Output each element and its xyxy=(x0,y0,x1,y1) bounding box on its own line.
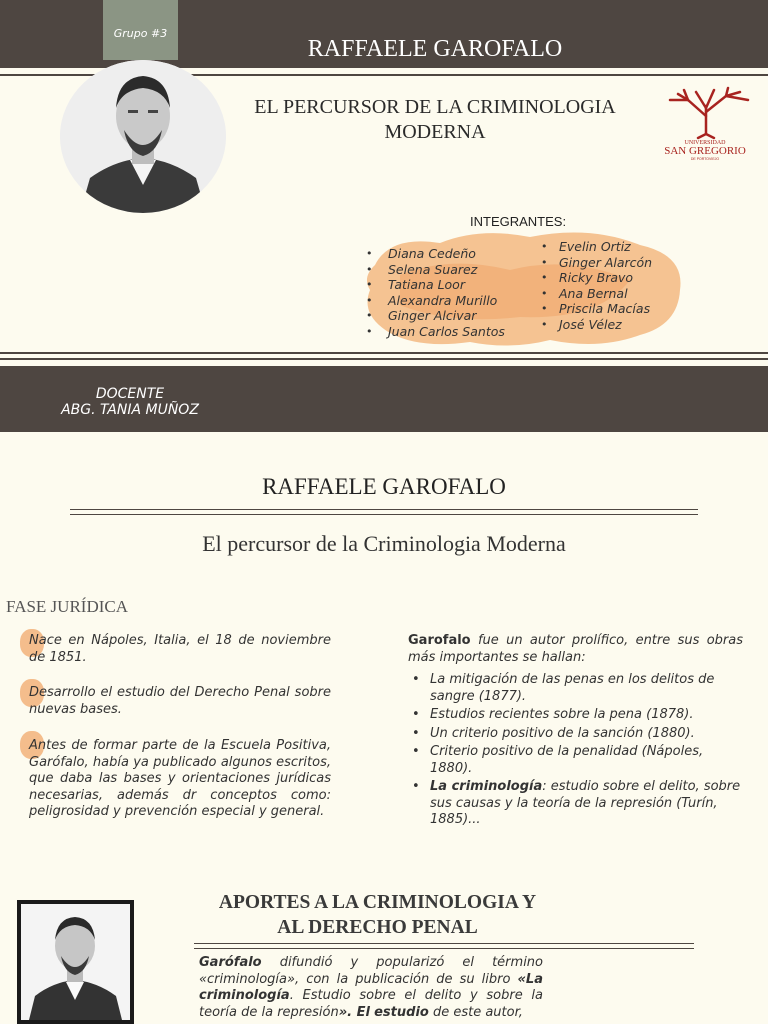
list-item: • Priscila Macías xyxy=(541,301,691,317)
fase-item-1: Nace en Nápoles, Italia, el 18 de noviembre de 1851. xyxy=(29,633,331,665)
section-subtitle: El percursor de la Criminologia Moderna xyxy=(202,531,566,556)
list-item: • José Vélez xyxy=(541,317,691,333)
divider xyxy=(194,943,694,944)
list-item: • Ginger Alarcón xyxy=(541,255,691,271)
page-title: RAFFAELE GAROFALO xyxy=(307,36,563,62)
university-logo xyxy=(648,86,763,161)
obras-intro: Garofalo fue un autor prolífico, entre sus obras más importantes se hallan: xyxy=(408,633,743,665)
list-item: • La criminología: estudio sobre el delito, sobre sus causas y la teoría de la represión (Turín, 1885)... xyxy=(430,779,743,829)
aportes-title: APORTES A LA CRIMINOLOGIA Y AL DERECHO PENAL xyxy=(218,892,537,938)
list-item: • Ana Bernal xyxy=(541,286,691,302)
list-item: • La mitigación de las penas en los delitos de sangre (1877). xyxy=(430,672,743,705)
members-column-2 xyxy=(541,239,691,332)
integrantes-label: INTEGRANTES: xyxy=(470,214,567,229)
list-item: • Selena Suarez xyxy=(366,262,541,278)
divider xyxy=(70,514,698,515)
hero-subtitle: EL PERCURSOR DE LA CRIMINOLOGIA MODERNA xyxy=(254,96,616,143)
fase-item-3: Antes de formar parte de la Escuela Positiva, Garófalo, había ya publicado algunos escritos, que daba las bases y orientaciones jurídicas necesarias, además dr conceptos como: peligrosidad y prevención especial y general. xyxy=(29,738,331,819)
divider xyxy=(70,509,698,510)
list-item: • Un criterio positivo de la sanción (1880). xyxy=(430,726,743,743)
divider xyxy=(0,352,768,354)
section-title: RAFFAELE GAROFALO xyxy=(262,474,506,499)
fase-heading: FASE JURÍDICA xyxy=(6,597,129,616)
docente-name: ABG. TANIA MUÑOZ xyxy=(61,402,199,418)
docente-block xyxy=(0,386,260,418)
divider xyxy=(0,358,768,360)
list-item: • Ricky Bravo xyxy=(541,270,691,286)
logo-line1: UNIVERSIDAD xyxy=(684,140,726,146)
group-tag: Grupo #3 xyxy=(103,0,178,60)
list-item: • Criterio positivo de la penalidad (Nápoles, 1880). xyxy=(430,744,743,777)
list-item: • Evelin Ortiz xyxy=(541,239,691,255)
list-item: • Estudios recientes sobre la pena (1878). xyxy=(430,707,743,724)
list-item: • Juan Carlos Santos xyxy=(366,324,541,340)
list-item: • Diana Cedeño xyxy=(366,246,541,262)
obras-list xyxy=(408,672,743,831)
logo-line2: SAN GREGORIO xyxy=(664,145,746,157)
list-item: • Alexandra Murillo xyxy=(366,293,541,309)
members-column-1 xyxy=(366,246,541,339)
list-item: • Ginger Alcivar xyxy=(366,308,541,324)
aportes-paragraph: Garófalo difundió y popularizó el término «criminología», con la publicación de su libro «La criminología. Estudio sobre el delito y sobre la teoría de la represión». El estudio de este autor, xyxy=(199,955,543,1020)
fase-item-2: Desarrollo el estudio del Derecho Penal sobre nuevas bases. xyxy=(29,685,331,717)
logo-line3: DE PORTOVIEJO xyxy=(690,157,720,161)
portrait-photo-2 xyxy=(17,900,134,1024)
list-item: • Tatiana Loor xyxy=(366,277,541,293)
divider xyxy=(194,948,694,949)
portrait-photo xyxy=(60,60,226,213)
docente-label: DOCENTE xyxy=(95,386,165,402)
